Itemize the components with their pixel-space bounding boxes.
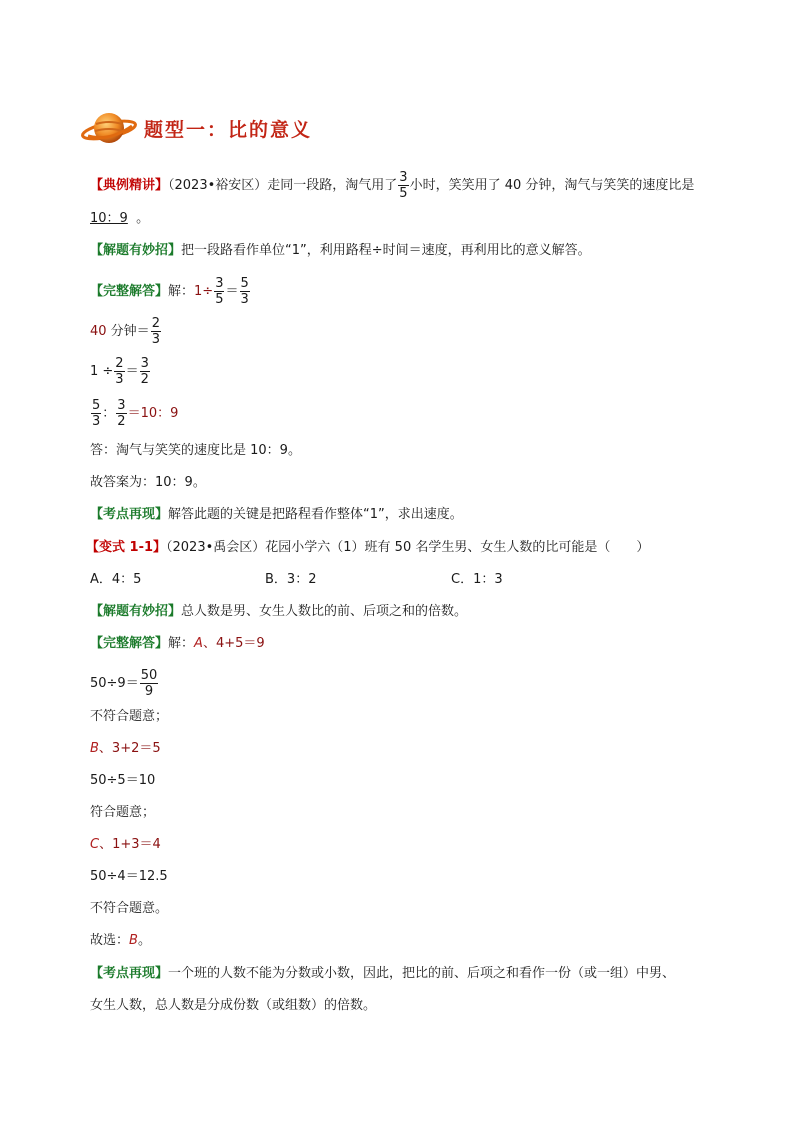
section-title: 题型一：比的意义 [144,118,313,141]
example-question [90,170,694,201]
example-answer-blank: 10：9 。 [90,211,150,226]
solution-step-1: 【完整解答】解：1÷ $\frac{3}{5}$ ＝ $\frac{5}{3}$ [90,276,249,307]
variant-a-result: 不符合题意； [90,709,169,724]
variant-c-result: 不符合题意。 [90,901,169,916]
variant-review-2: 女生人数，总人数是分成份数（或组数）的倍数。 [90,998,377,1013]
solution-step-4: $\frac{5}{3}$ ： $\frac{3}{2}$ ＝10：9 [92,398,179,429]
frac-numerator: 3 [399,170,408,185]
variant-tip: 【解题有妙招】总人数是男、女生人数比的前、后项之和的倍数。 [90,604,468,619]
review-tag: 【考点再现】 [90,507,169,522]
variant-tag: 【变式 1-1】 [86,540,167,555]
variant-b-div: 50÷5＝10 [90,773,156,788]
variant-c-expr: C、1+3＝4 [90,837,161,852]
variant-b-result: 符合题意； [90,805,156,820]
example-text-a: （2023•裕安区）走同一段路，淘气用了 [168,178,398,193]
tip-tag: 【解题有妙招】 [90,243,182,258]
variant-b-expr: B、3+2＝5 [90,741,161,756]
option-c: C．1：3 [451,572,503,587]
answer-line: 答：淘气与笑笑的速度比是 10：9。 [90,443,301,458]
example-tag: 【典例精讲】 [90,178,169,193]
solution-tag: 【完整解答】 [90,284,169,299]
frac-denominator: 5 [399,186,408,201]
variant-a-div: 50÷9＝ $\frac{50}{9}$ [90,668,158,699]
solution-step-2: 40 分钟＝ $\frac{2}{3}$ [90,316,160,347]
option-b: B．3：2 [265,572,317,587]
variant-question: 【变式 1-1】（2023•禹会区）花园小学六（1）班有 50 名学生男、女生人数的比可能是（ ） [86,540,650,555]
variant-choice: 故选：B。 [90,933,151,948]
example-tip [90,242,591,260]
planet-icon [80,106,138,150]
example-text-b: 小时，笑笑用了 40 分钟，淘气与笑笑的速度比是 [409,178,695,193]
tip-text: 把一段路看作单位“1”，利用路程÷时间＝速度，再利用比的意义解答。 [181,243,591,258]
variant-solution-a: 【完整解答】解：A、4+5＝9 [90,636,265,651]
solution-step-3: 1 ÷ $\frac{2}{3}$ ＝ $\frac{3}{2}$ [90,356,149,387]
section-header [80,106,312,150]
option-a: A．4：5 [90,572,142,587]
variant-c-div: 50÷4＝12.5 [90,869,168,884]
final-answer: 故答案为：10：9。 [90,475,206,490]
variant-review-1: 【考点再现】一个班的人数不能为分数或小数，因此，把比的前、后项之和看作一份（或一组）中男、 [90,966,676,981]
review-point: 【考点再现】解答此题的关键是把路程看作整体“1”，求出速度。 [90,507,463,522]
example-answer: 10：9 [90,211,128,226]
